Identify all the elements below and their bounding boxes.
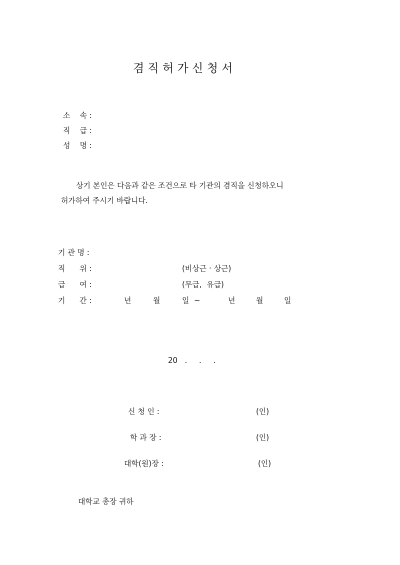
position-note: (비상근 · 상근) <box>182 264 232 273</box>
affiliation-label: 소 속 : <box>63 111 92 120</box>
pay-note: (무급, 유급) <box>182 280 224 289</box>
position-label: 직 위 : <box>58 264 92 273</box>
page-title: 겸 직 허 가 신 청 서 <box>133 61 233 75</box>
addressee: 대학교 총장 귀하 <box>78 497 134 506</box>
period-start-year: 년 <box>124 296 132 305</box>
request-body-line-1: 상기 본인은 다음과 같은 조건으로 타 기관의 겸직을 신청하오니 <box>76 181 284 190</box>
applicant-seal: (인) <box>256 407 270 416</box>
dept-head-seal: (인) <box>256 433 270 442</box>
dean-signature-label: 대학(원)장 : <box>124 459 164 468</box>
period-start-day: 일 ~ <box>182 296 201 305</box>
dean-seal: (인) <box>258 459 272 468</box>
rank-label: 직 급 : <box>63 126 92 135</box>
dept-head-signature-label: 학 과 장 : <box>130 433 162 442</box>
period-end-month: 월 <box>256 296 264 305</box>
pay-label: 급 여 : <box>58 280 92 289</box>
request-body-line-2: 허가하여 주시기 바랍니다. <box>61 196 148 205</box>
applicant-signature-label: 신 청 인 : <box>128 407 160 416</box>
name-label: 성 명 : <box>63 141 92 150</box>
period-end-day: 일 <box>284 296 292 305</box>
organization-label: 기 관 명 : <box>58 248 90 257</box>
period-start-month: 월 <box>153 296 161 305</box>
period-end-year: 년 <box>228 296 236 305</box>
period-label: 기 간 : <box>58 296 92 305</box>
date-line: 20 . . . <box>168 356 216 365</box>
